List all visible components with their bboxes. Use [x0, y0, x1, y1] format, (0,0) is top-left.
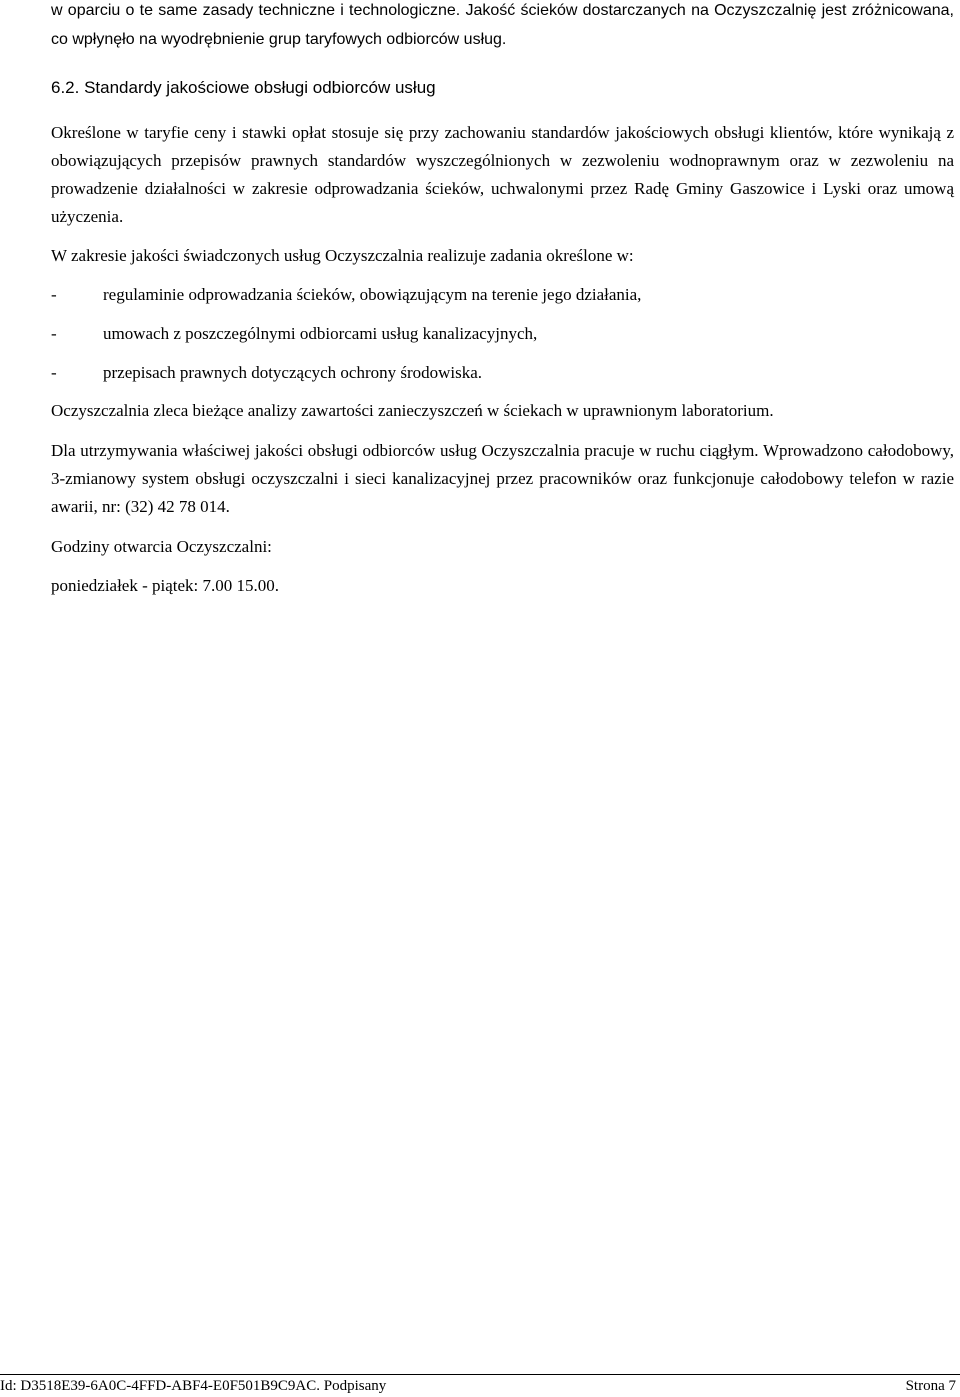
standards-paragraph: Określone w taryfie ceny i stawki opłat stosuje się przy zachowaniu standardów jakościowych obsługi klientów, które wynikają z obowiązujących przepisów prawnych standardów wyszczególnionych w zezwoleniu wodnoprawnym oraz w zezwoleniu na prowadzenie działalności w zakresie odprowadzania ścieków, uchwalonymi przez Radę Gminy Gaszowice i Lyski oraz umową użyczenia.: [51, 123, 954, 226]
section-heading: 6.2. Standardy jakościowe obsługi odbiorców usług: [51, 78, 436, 97]
continuous-operation-paragraph: Dla utrzymywania właściwej jakości obsługi odbiorców usług Oczyszczalnia pracuje w ruchu ciągłym. Wprowadzono całodobowy, 3-zmianowy system obsługi oczyszczalni i sieci kanalizacyjnej przez pracowników oraz funkcjonuje całodobowy telefon w razie awarii, nr: (32) 42 78 014.: [51, 441, 954, 516]
list-item-text: regulaminie odprowadzania ścieków, obowiązującym na terenie jego działania,: [103, 285, 642, 304]
list-item-text: umowach z poszczególnymi odbiorcami usług kanalizacyjnych,: [103, 324, 538, 343]
scope-paragraph: W zakresie jakości świadczonych usług Oczyszczalnia realizuje zadania określone w:: [51, 246, 634, 265]
page-number: Strona 7: [905, 1378, 956, 1394]
list-dash: -: [51, 285, 57, 304]
intro-paragraph: w oparciu o te same zasady techniczne i technologiczne. Jakość ścieków dostarczanych na Oczyszczalnię jest zróżnicowana, co wpłynęło na wyodrębnienie grup taryfowych odbiorców usług.: [51, 2, 954, 48]
list-dash: -: [51, 324, 57, 343]
document-id: Id: D3518E39-6A0C-4FFD-ABF4-E0F501B9C9AC. Podpisany: [0, 1378, 387, 1394]
list-dash: -: [51, 363, 57, 382]
page-footer: [0, 1374, 960, 1397]
opening-hours-label: Godziny otwarcia Oczyszczalni:: [51, 537, 272, 556]
lab-analysis-paragraph: Oczyszczalnia zleca bieżące analizy zawartości zanieczyszczeń w ściekach w uprawnionym laboratorium.: [51, 401, 774, 420]
list-item-text: przepisach prawnych dotyczących ochrony środowiska.: [103, 363, 483, 382]
opening-hours-value: poniedziałek - piątek: 7.00 15.00.: [51, 576, 280, 595]
